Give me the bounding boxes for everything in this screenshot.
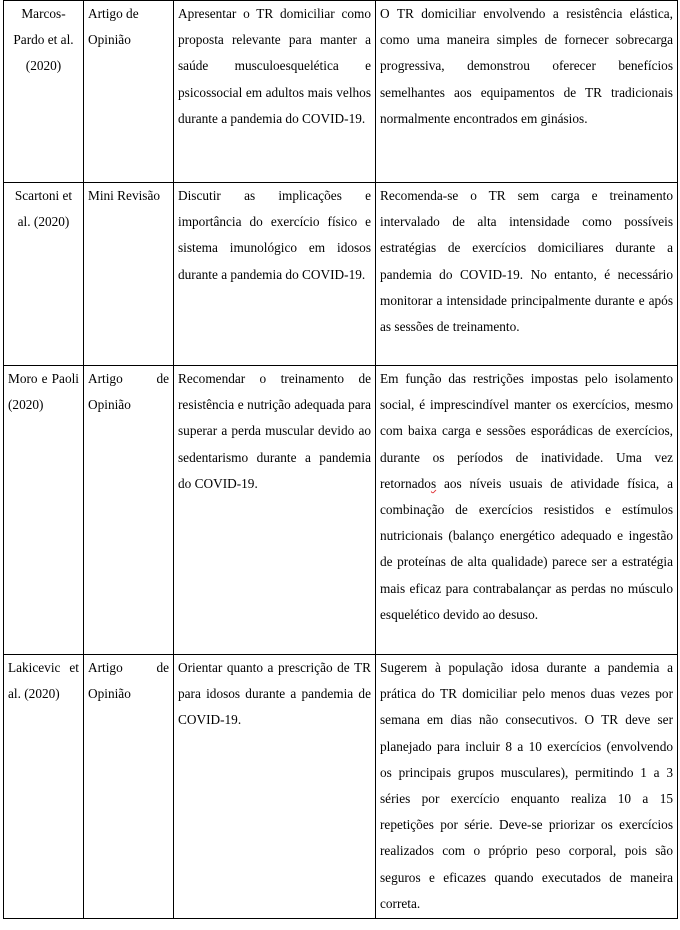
author-cell: Marcos-Pardo et al. (2020) xyxy=(4,1,84,183)
objective-cell: Recomendar o treinamento de resistência e nutrição adequada para superar a perda muscular devido ao sedentarismo durante a pandemia do COVID-19. xyxy=(174,366,376,655)
table-row xyxy=(4,366,678,655)
result-text: Em função das restrições impostas pelo isolamento social, é imprescindível manter os exercícios, mesmo com baixa carga e sessões esporádicas de exercícios, durante os períodos de inatividade. Uma vez retornado xyxy=(380,371,673,491)
result-cell: Sugerem à população idosa durante a pandemia a prática do TR domiciliar pelo menos duas vezes por semana em dias não consecutivos. O TR deve ser planejado para incluir 8 a 10 exercícios (envolvendo os principais grupos musculares), permitindo 1 a 3 séries por exercício enquanto realiza 10 a 15 repetições por série. Deve-se priorizar os exercícios realizados com o próprio peso corporal, pois são seguros e eficazes quando executados de maneira correta. xyxy=(376,655,678,919)
study-type-cell: Artigo de Opinião xyxy=(84,1,174,183)
table-row xyxy=(4,655,678,919)
study-type-cell: Artigo de Opinião xyxy=(84,366,174,655)
result-cell xyxy=(376,366,678,655)
study-type-cell: Artigo de Opinião xyxy=(84,655,174,919)
author-cell: Lakicevic et al. (2020) xyxy=(4,655,84,919)
objective-cell: Orientar quanto a prescrição de TR para idosos durante a pandemia de COVID-19. xyxy=(174,655,376,919)
result-cell: O TR domiciliar envolvendo a resistência elástica, como uma maneira simples de fornecer sobrecarga progressiva, demonstrou oferecer benefícios semelhantes aos equipamentos de TR tradicionais normalmente encontrados em ginásios. xyxy=(376,1,678,183)
result-cell: Recomenda-se o TR sem carga e treinamento intervalado de alta intensidade como possíveis estratégias de exercícios domiciliares durante a pandemia do COVID-19. No entanto, é necessário monitorar a intensidade principalmente durante e após as sessões de treinamento. xyxy=(376,183,678,366)
studies-table xyxy=(3,0,678,919)
result-text: aos níveis usuais de atividade física, a combinação de exercícios resistidos e estímulos nutricionais (balanço energético adequado e ingestão de proteínas de alta qualidade) parece ser a estratégia mais eficaz para contrabalançar as perdas no músculo esquelético devido ao desuso. xyxy=(380,475,673,622)
author-cell: Moro e Paoli (2020) xyxy=(4,366,84,655)
study-type-cell: Mini Revisão xyxy=(84,183,174,366)
table-row xyxy=(4,183,678,366)
objective-cell: Discutir as implicações e importância do exercício físico e sistema imunológico em idosos durante a pandemia do COVID-19. xyxy=(174,183,376,366)
objective-cell: Apresentar o TR domiciliar como proposta relevante para manter a saúde musculoesquelética e psicossocial em adultos mais velhos durante a pandemia do COVID-19. xyxy=(174,1,376,183)
spellcheck-flag: s xyxy=(430,475,437,491)
table-row xyxy=(4,1,678,183)
author-cell: Scartoni et al. (2020) xyxy=(4,183,84,366)
